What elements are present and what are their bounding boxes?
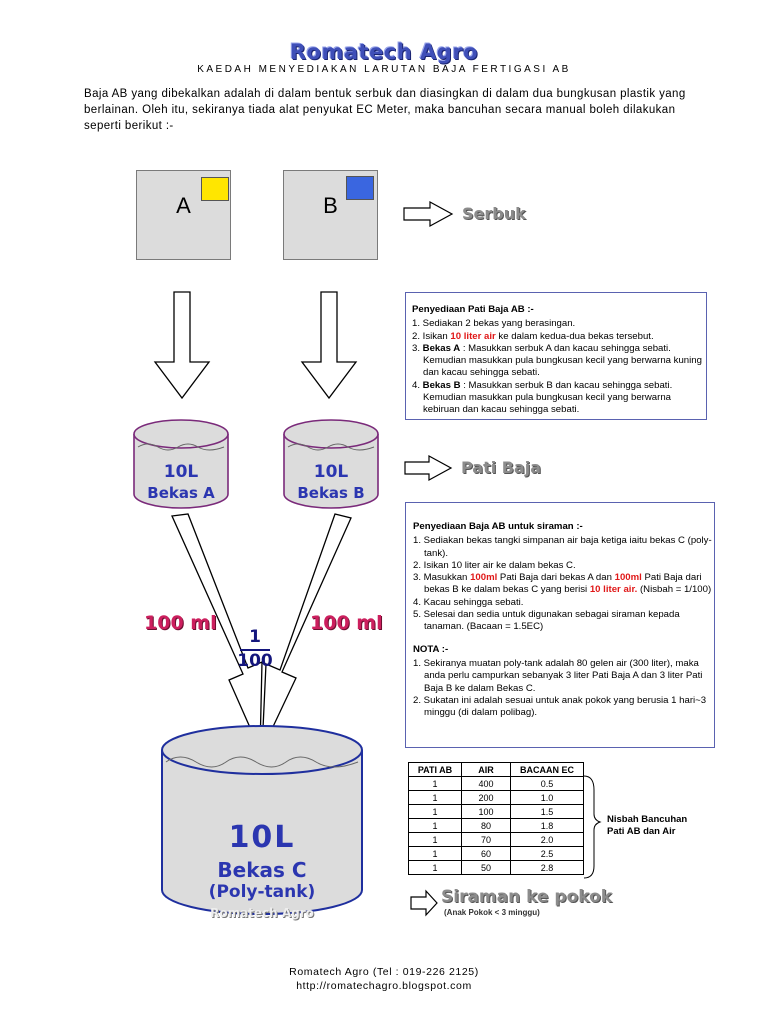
arrow-down-icon	[155, 292, 209, 398]
box2-item-1: 1. Sediakan bekas tangki simpanan air baja ketiga iaitu bekas C (poly-tank).	[413, 535, 712, 559]
arrow-down-icon	[302, 292, 356, 398]
tank-c-volume: 10L	[228, 820, 296, 855]
box2-item-3: 3. Masukkan 100ml Pati Baja dari bekas A dan 100ml Pati Baja dari bekas B ke dalam bekas C yang berisi 10 liter air. (Nisbah = 1/100)	[413, 572, 712, 596]
ratio-table	[408, 762, 584, 875]
table-note: Nisbah Bancuhan Pati AB dan Air	[607, 814, 688, 837]
box2-item-4: 4. Kacau sehingga sebati.	[413, 596, 524, 608]
label-serbuk: Serbuk	[462, 204, 526, 223]
footer-url: http://romatechagro.blogspot.com	[296, 980, 472, 992]
brand-logo: Romatech Agro	[289, 40, 479, 64]
intro-paragraph: Baja AB yang dibekalkan adalah di dalam bentuk serbuk dan diasingkan di dalam dua bungkusan plastik yang berlainan. Oleh itu, sekiranya tiada alat penyukat EC Meter, maka bancuhan secara manual boleh dilakukan seperti berikut :-	[84, 88, 686, 132]
table-header: AIR	[462, 763, 511, 777]
volume-left: 100 ml	[144, 612, 217, 634]
box1-item-1: 1. Sediakan 2 bekas yang berasingan.	[412, 318, 576, 330]
label-pati-baja: Pati Baja	[461, 458, 542, 477]
box1-item-3: 3. Bekas A : Masukkan serbuk A dan kacau sehingga sebati. Kemudian masukkan pula bungkusan kecil yang berwarna kuning dan kacau sehingga sebati.	[412, 342, 702, 379]
box1-title: Penyediaan Pati Baja AB :-	[412, 304, 534, 315]
table-row: 1 200 1.0	[409, 791, 584, 805]
table-row: 1 70 2.0	[409, 833, 584, 847]
footer-contact: Romatech Agro (Tel : 019-226 2125)	[289, 966, 479, 978]
tank-c-watermark: Romatech Agro	[210, 906, 314, 920]
box2-title: Penyediaan Baja AB untuk siraman :-	[413, 521, 583, 532]
ratio-numerator: 1	[249, 627, 261, 647]
table-row: 1 60 2.5	[409, 847, 584, 861]
nota-item-1: 1. Sekiranya muatan poly-tank adalah 80 gelen air (300 liter), maka anda perlu campurkan sebanyak 3 liter Pati Baja A dan 3 liter Pati Baja B ke dalam Bekas C.	[413, 657, 703, 694]
tank-c-name: Bekas C	[217, 858, 307, 882]
tank-b-volume: 10L	[313, 462, 349, 482]
table-header: PATI AB	[409, 763, 462, 777]
label-siraman-note: (Anak Pokok < 3 minggu)	[444, 908, 540, 917]
nota-item-2: 2. Sukatan ini adalah sesuai untuk anak pokok yang berusia 1 hari~3 minggu (di dalam polibag).	[413, 694, 707, 719]
box1-item-2: 2. Isikan 10 liter air ke dalam kedua-dua bekas tersebut.	[412, 330, 654, 342]
tank-a-volume: 10L	[163, 462, 199, 482]
table-row: 1 400 0.5	[409, 777, 584, 791]
packet-a-label: A	[176, 193, 191, 218]
box-pati-baja	[405, 292, 707, 420]
page-subtitle: KAEDAH MENYEDIAKAN LARUTAN BAJA FERTIGASI AB	[197, 64, 571, 75]
tank-a-name: Bekas A	[147, 484, 215, 502]
label-siraman: Siraman ke pokok	[441, 887, 613, 907]
box-siraman	[405, 502, 715, 748]
table-row: 1 80 1.8	[409, 819, 584, 833]
table-row: 1 100 1.5	[409, 805, 584, 819]
box2-item-5: 5. Selesai dan sedia untuk digunakan sebagai siraman kepada tanaman. (Bacaan = 1.5EC)	[413, 609, 680, 633]
box1-item-4: 4. Bekas B : Masukkan serbuk B dan kacau sehingga sebati. Kemudian masukkan pula bungkusan kecil yang berwarna kebiruan dan kacau sehingga sebati.	[412, 379, 673, 416]
ratio-denominator: 100	[237, 651, 273, 671]
table-header: BACAAN EC	[511, 763, 584, 777]
table-row: 1 50 2.8	[409, 861, 584, 875]
volume-right: 100 ml	[310, 612, 383, 634]
box2-item-2: 2. Isikan 10 liter air ke dalam bekas C.	[413, 559, 576, 571]
nota-title: NOTA :-	[413, 643, 449, 655]
tank-c-subtitle: (Poly-tank)	[208, 882, 316, 902]
packet-b-label: B	[323, 193, 338, 218]
arrow-right-icon	[411, 891, 437, 915]
tank-b-name: Bekas B	[297, 484, 365, 502]
arrow-right-icon	[404, 202, 452, 226]
arrow-right-icon	[405, 456, 451, 480]
